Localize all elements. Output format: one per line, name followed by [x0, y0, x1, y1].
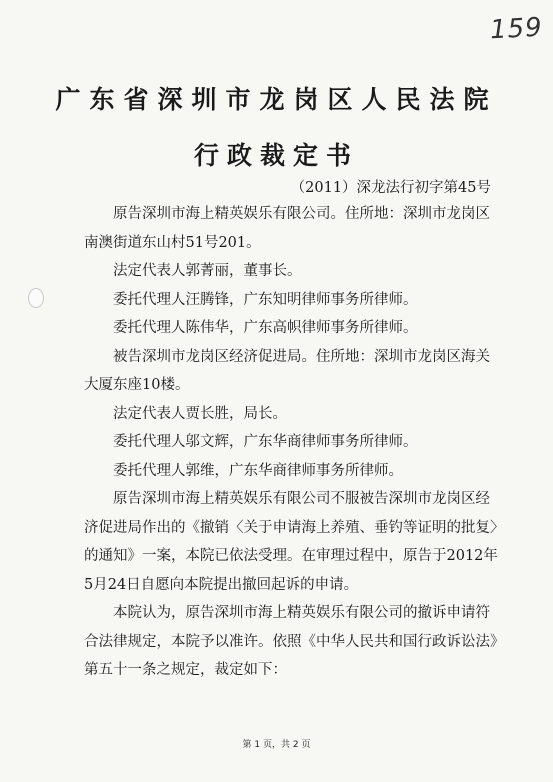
handwritten-page-number: 159	[489, 12, 544, 46]
court-opinion-paragraph: 本院认为，原告深圳市海上精英娱乐有限公司的撤诉申请符合法律规定，本院予以准许。依照《中华人民共和国行政诉讼法》第五十一条之规定，裁定如下：	[84, 605, 498, 678]
plaintiff-agent-2: 委托代理人陈伟华，广东高帜律师事务所律师。	[113, 320, 418, 336]
case-number: （2011）深龙法行初字第45号	[290, 180, 491, 196]
defendant-agent-1: 委托代理人邬文辉，广东华商律师事务所律师。	[113, 434, 418, 450]
document-title: 行政裁定书	[193, 141, 359, 170]
plaintiff-paragraph: 原告深圳市海上精英娱乐有限公司。住所地：深圳市龙岗区南澳街道东山村51号201。	[84, 206, 490, 251]
plaintiff-agent-1: 委托代理人汪腾锋，广东知明律师事务所律师。	[113, 291, 418, 308]
punch-hole-mark	[28, 288, 44, 308]
plaintiff-representative: 法定代表人郭菁丽，董事长。	[113, 263, 302, 279]
document-body	[84, 200, 504, 685]
case-background-paragraph: 原告深圳市海上精英娱乐有限公司不服被告深圳市龙岗区经济促进局作出的《撤销〈关于申请海上养殖、垂钓等证明的批复〉的通知》一案，本院已依法受理。在审理过程中，原告于2012年5月24日自愿向本院提出撤回起诉的申请。	[84, 491, 498, 593]
defendant-paragraph: 被告深圳市龙岗区经济促进局。住所地：深圳市龙岗区海关大厦东座10楼。	[84, 348, 490, 393]
defendant-agent-2: 委托代理人郭维，广东华商律师事务所律师。	[113, 462, 403, 479]
court-name: 广东省深圳市龙岗区人民法院	[55, 85, 498, 114]
page-footer: 第 1 页，共 2 页	[242, 740, 311, 750]
defendant-representative: 法定代表人贾长胜，局长。	[113, 405, 287, 422]
